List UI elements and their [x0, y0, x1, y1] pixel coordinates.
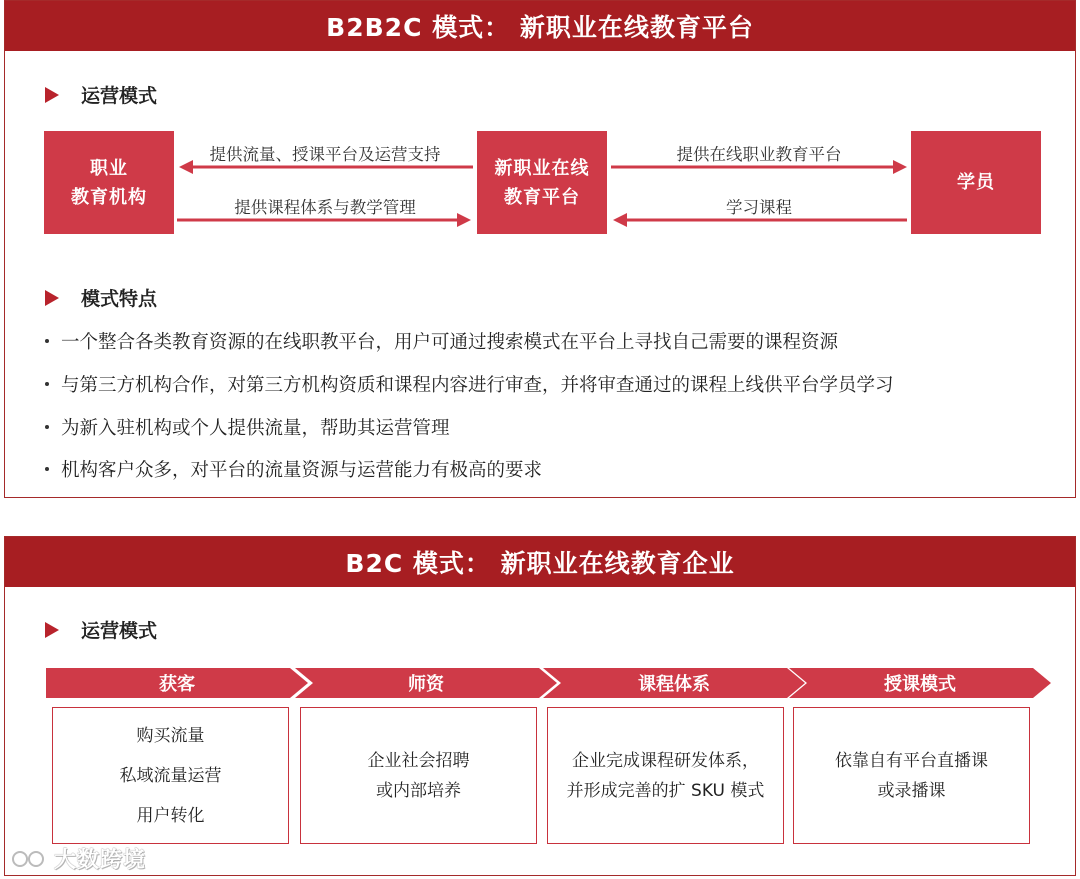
step-chevron-teaching-mode [789, 668, 1051, 698]
watermark-text: 大数跨境 [54, 848, 147, 873]
student-box: 学员 [911, 131, 1041, 234]
bullet-dot-icon [45, 467, 49, 471]
section-label: 模式特点 [81, 288, 158, 310]
feature-item [45, 414, 450, 440]
arrow-label-left-bottom: 提供课程体系与教学管理 [234, 198, 416, 217]
feature-text: 与第三方机构合作，对第三方机构资质和课程内容进行审查，并将审查通过的课程上线供平台学员学习 [61, 375, 894, 396]
step-line: 私域流量运营 [119, 765, 222, 786]
watermark-logo [10, 843, 146, 874]
flow-arrows [5, 1, 1075, 261]
b2b2c-title: B2B2C 模式： 新职业在线教育平台 [5, 1, 1075, 51]
feature-text: 一个整合各类教育资源的在线职教平台，用户可通过搜索模式在平台上寻找自己需要的课程资源 [61, 332, 839, 353]
feature-text: 机构客户众多，对平台的流量资源与运营能力有极高的要求 [61, 460, 543, 481]
feature-item [45, 456, 542, 482]
step-line: 并形成完善的扩 SKU 模式 [566, 780, 765, 801]
b2c-title: B2C 模式： 新职业在线教育企业 [5, 537, 1075, 587]
arrow-label-right-bottom: 学习课程 [726, 198, 792, 217]
arrow-label-left-top: 提供流量、授课平台及运营支持 [209, 145, 441, 164]
box-line: 职业 [90, 157, 128, 179]
step-chevron-acquisition [46, 668, 308, 698]
box-line: 新职业在线 [494, 157, 590, 179]
section-label: 运营模式 [81, 85, 158, 107]
section-label: 运营模式 [81, 620, 158, 642]
step-line: 或录播课 [877, 780, 946, 801]
box-line: 教育机构 [71, 186, 147, 208]
step-line: 企业社会招聘 [367, 750, 470, 771]
bullet-dot-icon [45, 425, 49, 429]
b2b2c-features-heading [45, 284, 157, 311]
feature-item [45, 328, 838, 354]
step-line: 依靠自有平台直播课 [835, 750, 988, 771]
box-line: 教育平台 [504, 186, 580, 208]
bullet-dot-icon [45, 382, 49, 386]
step-line: 企业完成课程研发体系， [572, 750, 759, 771]
step-line: 或内部培养 [376, 780, 461, 801]
step-box-teaching-mode [793, 707, 1030, 844]
step-chevron-teachers [295, 668, 557, 698]
arrow-label-right-top: 提供在线职业教育平台 [676, 145, 842, 164]
b2b2c-panel [4, 0, 1076, 498]
triangle-bullet-icon [45, 622, 59, 638]
watermark-icon [10, 847, 50, 871]
bullet-dot-icon [45, 339, 49, 343]
triangle-bullet-icon [45, 290, 59, 306]
b2c-panel [4, 536, 1076, 876]
step-label: 师资 [408, 674, 444, 695]
step-label: 课程体系 [638, 674, 710, 695]
step-chevron-curriculum [543, 668, 805, 698]
step-label: 授课模式 [884, 674, 956, 695]
feature-item [45, 371, 894, 397]
step-box-teachers [300, 707, 537, 844]
step-box-acquisition [52, 707, 289, 844]
step-box-curriculum [547, 707, 784, 844]
step-label: 获客 [159, 674, 195, 695]
step-line: 购买流量 [136, 725, 205, 746]
feature-text: 为新入驻机构或个人提供流量，帮助其运营管理 [61, 418, 450, 439]
b2c-operation-heading [45, 616, 157, 643]
step-line: 用户转化 [136, 805, 205, 826]
